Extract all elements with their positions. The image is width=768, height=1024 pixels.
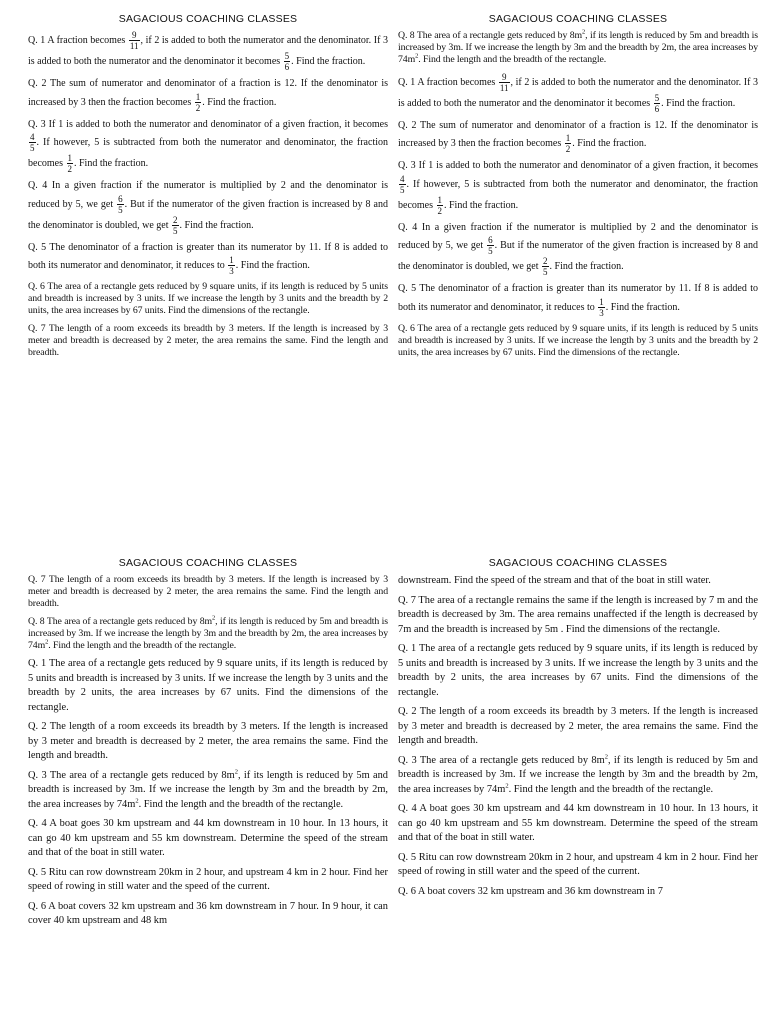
page-header: SAGACIOUS COACHING CLASSES: [488, 13, 668, 25]
page-bottom-right: [398, 556, 758, 904]
question-fraction-3: Q. 3 If 1 is added to both the numerator and denominator of a given fraction, it becomes $\frac{4}{5}$ . If however, 5 is subtracted from both the numerator and denominator, the fraction becomes $\frac{1}{2}$ . Find the fraction.: [398, 160, 758, 216]
question-room-7: Q. 7 The length of a room exceeds its breadth by 3 meters. If the length is increased by 3 meter and breadth is decreased by 2 meter, the area remains the same. Find the length and breadth.: [28, 322, 388, 359]
question-rowing-5: Q. 5 Ritu can row downstream 20km in 2 hour, and upstream 4 km in 2 hour. Find her speed of rowing in still water and the speed of the current.: [28, 866, 388, 893]
fraction-1-2: $\frac{1}{2}$: [195, 91, 201, 113]
question-rectangle-8: Q. 8 The area of a rectangle gets reduced by $8m^2$, if its length is reduced by 5m and breadth is increased by 3m. If we increase the length by 3m and the breadth by 2m, the area increases by $74m^2$. Find the length and the breadth of the rectangle.: [398, 28, 758, 66]
fraction-9-11: $\frac{9}{11}$: [129, 30, 139, 51]
fraction-9-11: $\frac{9}{11}$: [499, 71, 509, 93]
fraction-6-5: $\frac{6}{5}$: [118, 193, 123, 215]
question-boat-4: Q. 4 A boat goes 30 km upstream and 44 km downstream in 10 hour. In 13 hours, it can go 40 km upstream and 55 km downstream. Determine the speed of the stream and that of the boat in still water.: [398, 803, 758, 843]
question-rectangle-1: Q. 1 The area of a rectangle gets reduced by 9 square units, if its length is reduced by 5 units and breadth is increased by 3 units. If we increase the length by 3 units and the breadth by 2 units, the area increases by 67 units. Find the dimensions of the rectangle.: [398, 643, 758, 698]
question-room-2: Q. 2 The length of a room exceeds its breadth by 3 meters. If the length is increased by 3 meter and breadth is decreased by 2 meter, the area remains the same. Find the length and breadth.: [398, 706, 758, 746]
fraction-4-5: $\frac{4}{5}$: [400, 173, 405, 195]
fraction-1-2: $\frac{1}{2}$: [67, 153, 72, 174]
page-top-right: [398, 12, 758, 364]
page-header: SAGACIOUS COACHING CLASSES: [118, 13, 298, 25]
page-header: SAGACIOUS COACHING CLASSES: [488, 557, 668, 569]
question-rectangle-1: Q. 1 The area of a rectangle gets reduced by 9 square units, if its length is reduced by 5 units and breadth is increased by 3 units. If we increase the length by 3 units and the breadth by 2 units, the area increases by 67 units. Find the dimensions of the rectangle.: [28, 658, 388, 713]
question-rowing-5: Q. 5 Ritu can row downstream 20km in 2 hour, and upstream 4 km in 2 hour. Find her speed of rowing in still water and the speed of the current.: [398, 851, 758, 877]
question-fraction-3: Q. 3 If 1 is added to both the numerator and denominator of a given fraction, it becomes $\frac{4}{5}$ . If however, 5 is subtracted from both the numerator and denominator, the fraction becomes $\frac{1}{2}$ . Find the fraction.: [28, 118, 388, 174]
question-fraction-2: Q. 2 The sum of numerator and denominator of a fraction is 12. If the denominator is increased by 3 then the fraction becomes $\frac{1}{2}$ . Find the fraction.: [398, 119, 758, 155]
question-rectangle-8: Q. 8 The area of a rectangle gets reduced by $8m^2$, if its length is reduced by 5m and breadth is increased by 3m. If we increase the length by 3m and the breadth by 2m, the area increases by $74m^2$. Find the length and the breadth of the rectangle.: [28, 614, 388, 652]
question-boat-4: Q. 4 A boat goes 30 km upstream and 44 km downstream in 10 hour. In 13 hours, it can go 40 km upstream and 55 km downstream. Determine the speed of the stream and that of the boat in still water.: [28, 818, 388, 859]
question-fraction-2: Q. 2 The sum of numerator and denominator of a fraction is 12. If the denominator is increased by 3 then the fraction becomes $\frac{1}{2}$ . Find the fraction.: [28, 78, 388, 113]
question-rectangle-3: Q. 3 The area of a rectangle gets reduced by $8m^2$, if its length is reduced by 5m and breadth is increased by 3m. If we increase the length by 3m and the breadth by 2m, the area increases by $74m^2$. Find the length and the breadth of the rectangle.: [398, 753, 759, 795]
fraction-1-3: $\frac{1}{3}$: [599, 296, 604, 318]
question-fraction-4: Q. 4 In a given fraction if the numerator is multiplied by 2 and the denominator is reduced by 5, we get $\frac{6}{5}$ . But if the numerator of the given fraction is increased by 8 and the denominator is doubled, we get $\frac{2}{5}$ . Find the fraction.: [28, 180, 388, 236]
fraction-1-2: $\frac{1}{2}$: [437, 194, 442, 216]
question-rectangle-6: Q. 6 The area of a rectangle gets reduced by 9 square units, if its length is reduced by 5 units and breadth is increased by 3 units. If we increase the length by 3 units and the breadth by 2 units, the area increases by 67 units. Find the dimensions of the rectangle.: [398, 322, 758, 359]
fraction-1-3: $\frac{1}{3}$: [229, 255, 234, 276]
question-rectangle-7: Q. 7 The area of a rectangle remains the same if the length is increased by 7 m and the breadth is decreased by 3m. The area remains unaffected if the length is decreased by 7m and the breadth is increased by 5m . Find the dimensions of the rectangle.: [398, 594, 758, 635]
question-boat-6: Q. 6 A boat covers 32 km upstream and 36 km downstream in 7: [398, 885, 663, 897]
fraction-2-5: $\frac{2}{5}$: [543, 256, 548, 278]
fraction-4-5: $\frac{4}{5}$: [30, 132, 35, 153]
fraction-5-6: $\frac{5}{6}$: [284, 51, 290, 72]
fraction-1-2: $\frac{1}{2}$: [565, 133, 571, 155]
question-boat-6: Q. 6 A boat covers 32 km upstream and 36 km downstream in 7 hour. In 9 hour, it can cover 40 km upstream and 48 km: [28, 900, 388, 927]
fraction-6-5: $\frac{6}{5}$: [488, 235, 493, 257]
question-fraction-4: Q. 4 In a given fraction if the numerator is multiplied by 2 and the denominator is reduced by 5, we get $\frac{6}{5}$ . But if the numerator of the given fraction is increased by 8 and the denominator is doubled, we get $\frac{2}{5}$ . Find the fraction.: [398, 221, 758, 278]
question-rectangle-3: Q. 3 The area of a rectangle gets reduced by $8m^2$, if its length is reduced by 5m and breadth is increased by 3m. If we increase the length by 3m and the breadth by 2m, the area increases by $74m^2$. Find the length and the breadth of the rectangle.: [28, 768, 389, 810]
question-room-7: Q. 7 The length of a room exceeds its breadth by 3 meters. If the length is increased by 3 meter and breadth is decreased by 2 meter, the area remains the same. Find the length and breadth.: [28, 574, 388, 610]
question-fraction-5: Q. 5 The denominator of a fraction is greater than its numerator by 11. If 8 is added to both its numerator and denominator, it reduces to $\frac{1}{3}$ . Find the fraction.: [28, 241, 388, 276]
page-top-left: [28, 12, 388, 364]
question-boat-continued: downstream. Find the speed of the stream and that of the boat in still water.: [398, 575, 711, 586]
question-room-2: Q. 2 The length of a room exceeds its breadth by 3 meters. If the length is increased by 3 meter and breadth is decreased by 2 meter, the area remains the same. Find the length and breadth.: [28, 721, 388, 762]
page-bottom-left: [28, 556, 388, 934]
fraction-5-6: $\frac{5}{6}$: [654, 92, 660, 114]
question-fraction-1: Q. 1 A fraction becomes $\frac{9}{11}$ , if 2 is added to both the numerator and the denominator. If 3 is added to both the numerator and the denominator it becomes $\frac{5}{6}$ . Find the fraction.: [28, 30, 388, 72]
question-fraction-5: Q. 5 The denominator of a fraction is greater than its numerator by 11. If 8 is added to both its numerator and denominator, it reduces to $\frac{1}{3}$ . Find the fraction.: [398, 283, 758, 318]
fraction-2-5: $\frac{2}{5}$: [173, 214, 178, 236]
page-header: SAGACIOUS COACHING CLASSES: [118, 557, 298, 569]
question-fraction-1: Q. 1 A fraction becomes $\frac{9}{11}$ , if 2 is added to both the numerator and the denominator. If 3 is added to both the numerator and the denominator it becomes $\frac{5}{6}$ . Find the fraction.: [398, 71, 758, 114]
question-rectangle-6: Q. 6 The area of a rectangle gets reduced by 9 square units, if its length is reduced by 5 units and breadth is increased by 3 units. If we increase the length by 3 units and the breadth by 2 units, the area increases by 67 units. Find the dimensions of the rectangle.: [28, 281, 388, 317]
